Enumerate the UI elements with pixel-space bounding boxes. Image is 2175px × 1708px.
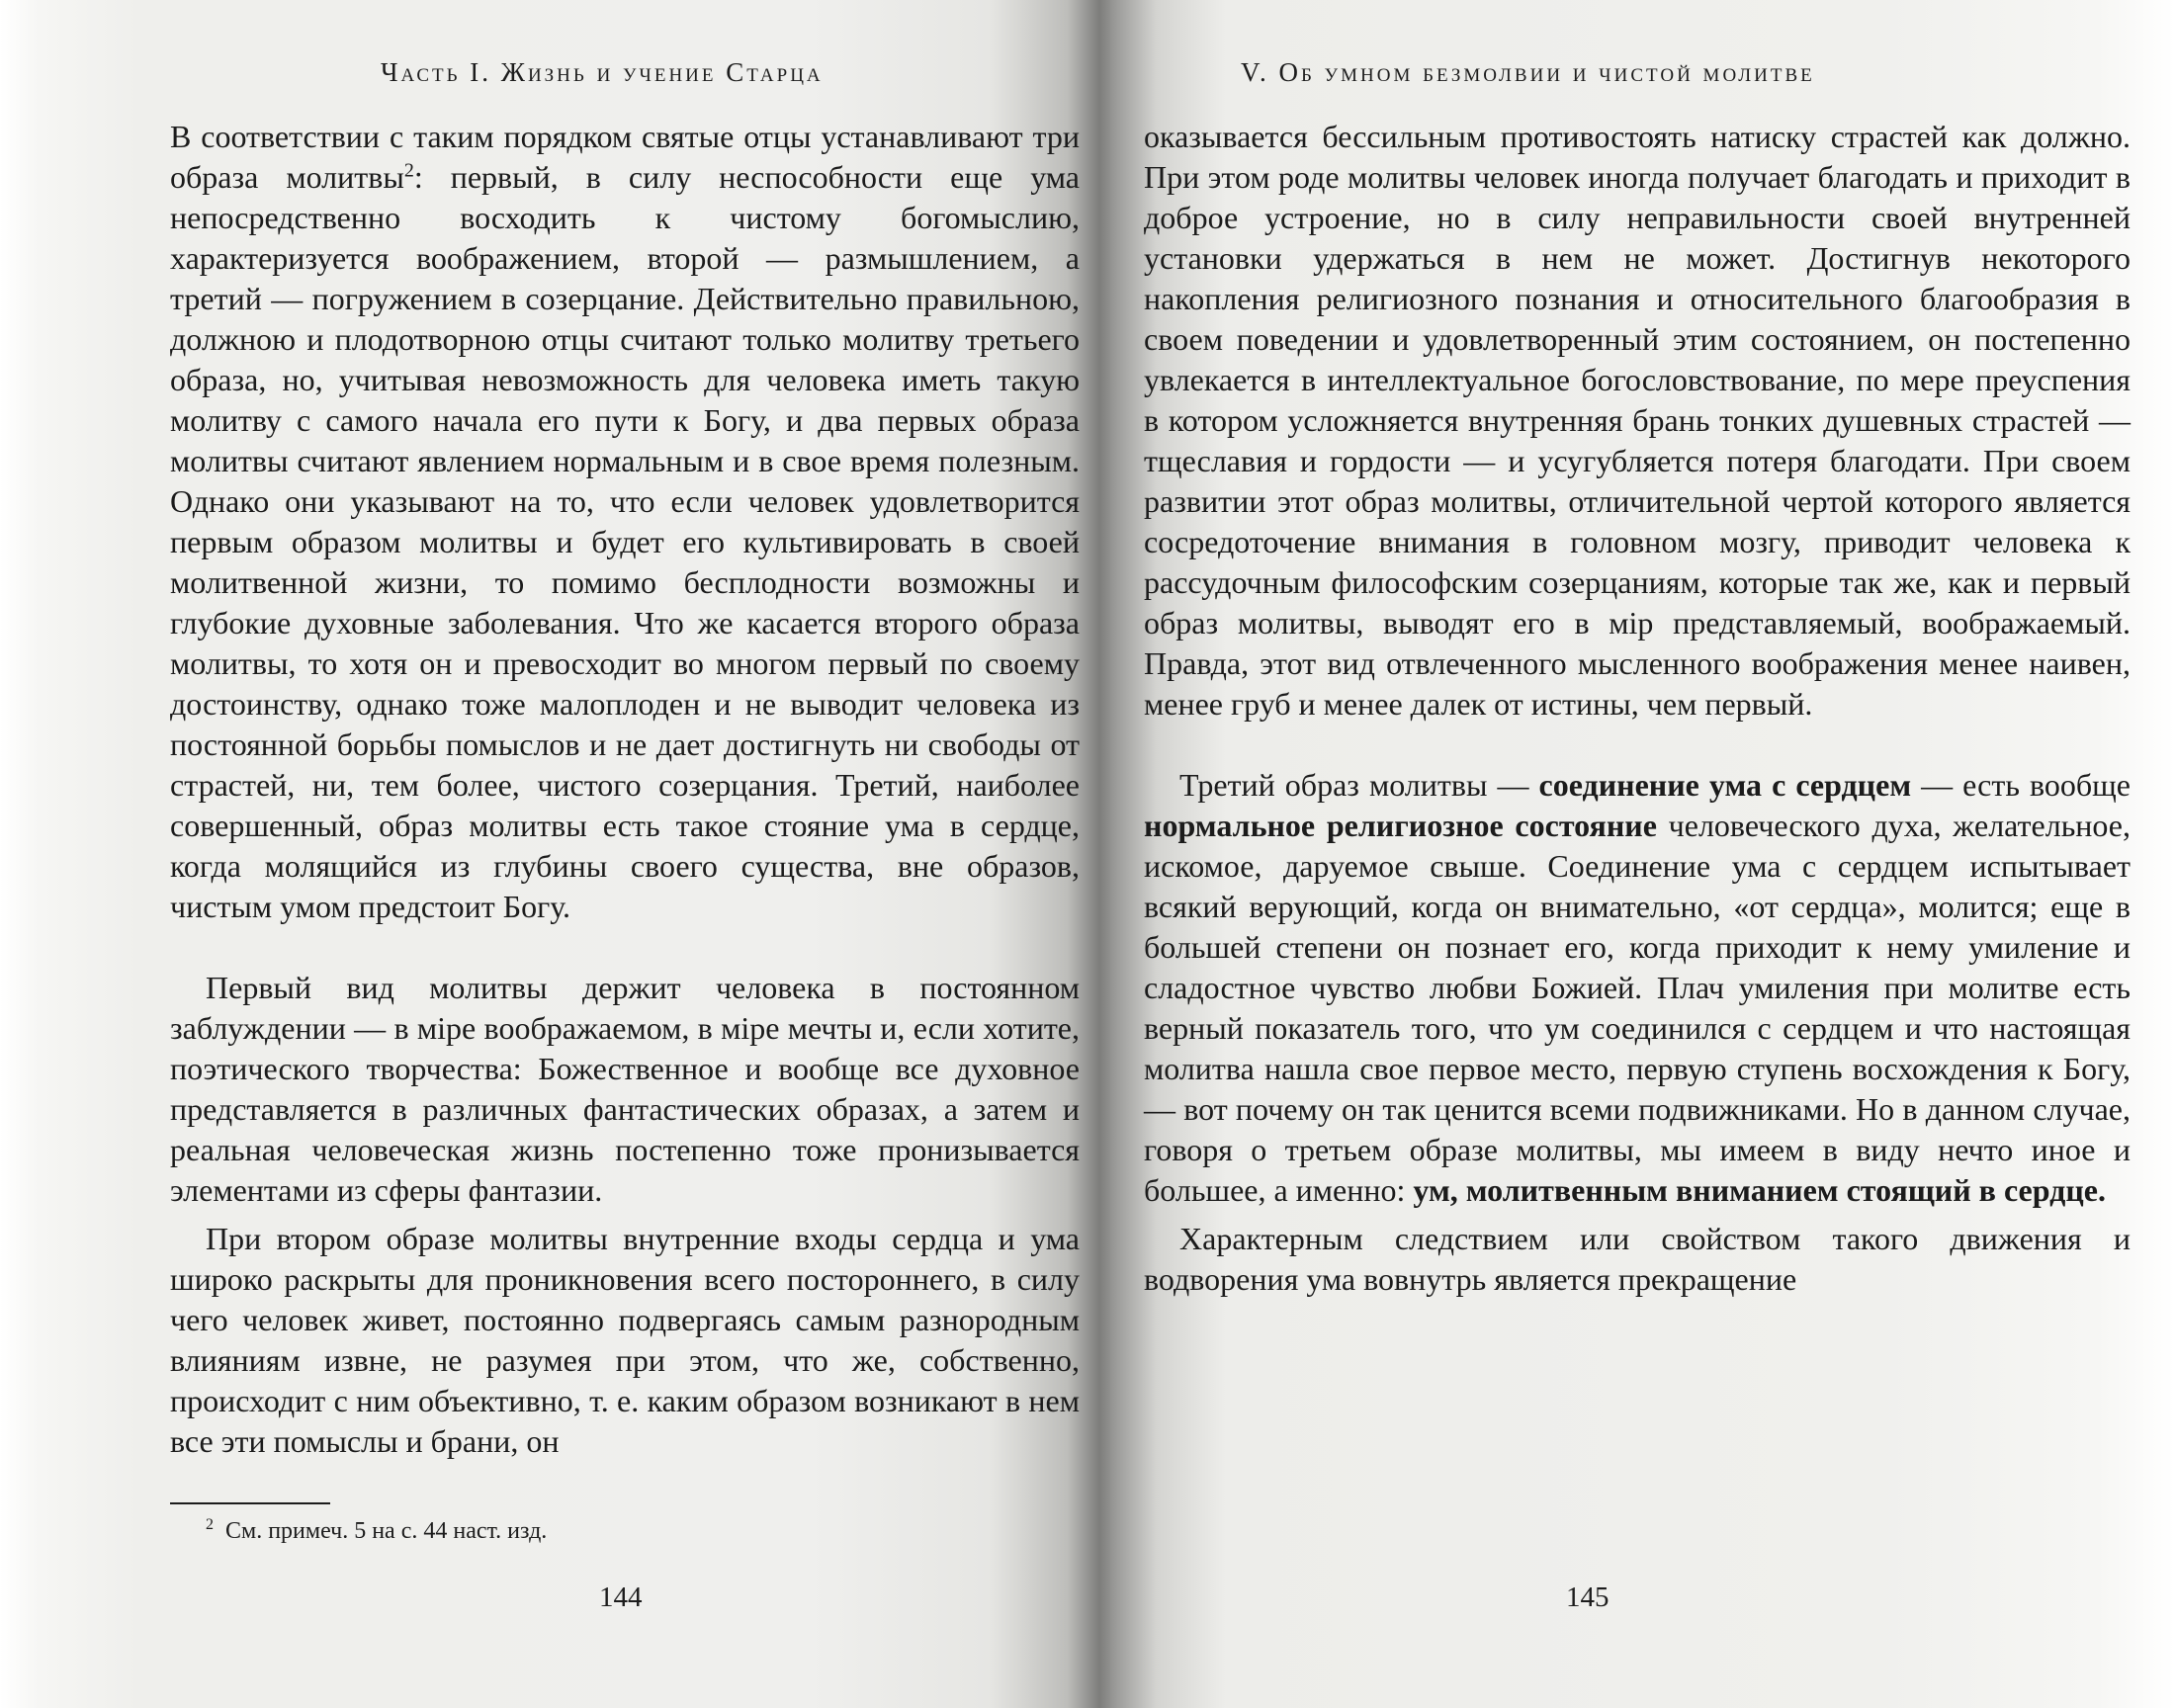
right-paragraph-2: Третий образ молитвы — соединение ума с сердцем — есть вообще нормальное религиозное состояние человеческого духа, желательное, искомое, даруемое свыше. Соединение ума с сердцем испытывает всякий верующий, когда он внимательно, «от сердца», молится; еще в большей степени он познает его, когда приходит к нему умиление и сладостное чувство любви Божией. Плач умиления при молитве есть верный показатель того, что ум соединился с сердцем и что настоящая молитва нашла свое первое место, первую ступень восхождения к Богу, — вот почему он так ценится всеми подвижниками. Но в данном случае, говоря о третьем образе молитвы, мы имеем в виду нечто иное и большее, а именно: ум, молитвенным вниманием стоящий в сердце. — [1144, 767, 2132, 1208]
left-paragraph-2: Первый вид молитвы держит человека в постоянном заблуждении — в міре воображаемом, в міре мечты и, если хотите, поэтического творчества: Божественное и вообще все духовное представляется в различных фантастических образах, а затем и реальная человеческая жизнь постепенно тоже пронизывается элементами из сферы фантазии. — [170, 970, 1080, 1208]
right-paragraph-1: оказывается бессильным противостоять натиску страстей как должно. При этом роде молитвы человек иногда получает благодать и приходит в доброе устроение, но в силу неправильности своей внутренней установки удержаться в нем не может. Достигнув некоторого накопления религиозного познания и относительного благообразия в своем поведении и удовлетворенный этим состоянием, он постепенно увлекается в интеллектуальное богословствование, по мере преуспения в котором усложняется внутренняя брань тонких душевных страстей — тщеславия и гордости — и усугубляется потеря благодати. При своем развитии этот образ молитвы, отличительной чертой которого является сосредоточение внимания в головном мозгу, приводит человека к рассудочным философским созерцаниям, которые так же, как и первый образ молитвы, выводят его в мір представляемый, воображаемый. Правда, этот вид отвлеченного мысленного воображения менее наивен, менее груб и менее далек от истины, чем первый. — [1144, 119, 2131, 722]
page-number-right: 145 — [1566, 1581, 1610, 1613]
footnote-reference: 2 — [403, 159, 414, 182]
right-page-body — [1144, 117, 2131, 1300]
left-paragraph-1: В соответствии с таким порядком святые отцы устанавливают три образа молитвы$^2$: первый, в силу неспособности еще ума непосредственно восходить к чистому богомыслию, характеризуется воображением, второй — размышлением, а третий — погружением в созерцание. Действительно правильною, должною и плодотворною отцы считают только молитву третьего образа, но, учитывая невозможность для человека иметь такую молитву с самого начала его пути к Богу, и два первых образа молитвы считают явлением нормальным и в свое время полезным. Однако они указывают на то, что если человек удовлетворится первым образом молитвы и будет его культивировать в своей молитвенной жизни, то помимо бесплодности возможны и глубокие духовные заболевания. Что же касается второго образа молитвы, то хотя он и превосходит во многом первый по своему достоинству, однако тоже малоплоден и не выводит человека из постоянной борьбы помыслов и не дает достигнуть ни свободы от страстей, ни, тем более, чистого созерцания. Третий, наиболее совершенный, образ молитвы есть такое стояние ума в сердце, когда молящийся из глубины своего существа, вне образов, чистым умом предстоит Богу. — [170, 119, 1081, 924]
right-paragraph-3: Характерным следствием или свойством такого движения и водворения ума вовнутрь является прекращение — [1144, 1221, 2131, 1297]
footnote: $^2$ См. примеч. 5 на с. 44 наст. изд. — [206, 1516, 548, 1544]
footnote-divider — [170, 1502, 330, 1504]
left-paragraph-3: При втором образе молитвы внутренние входы сердца и ума широко раскрыты для проникновения всего постороннего, в силу чего человек живет, постоянно подвергаясь самым разнородным влияниям извне, не разумея при этом, что же, собственно, происходит с ним объективно, т. е. каким образом возникают в нем все эти помыслы и брани, он — [170, 1221, 1080, 1459]
running-head-left: Часть I. Жизнь и учение Старца — [381, 57, 824, 87]
right-page — [1088, 0, 2175, 1708]
left-page-body — [170, 117, 1080, 1462]
running-head-right: V. Об умном безмолвии и чистой молитве — [1241, 57, 1815, 87]
page-number-left: 144 — [599, 1581, 643, 1613]
